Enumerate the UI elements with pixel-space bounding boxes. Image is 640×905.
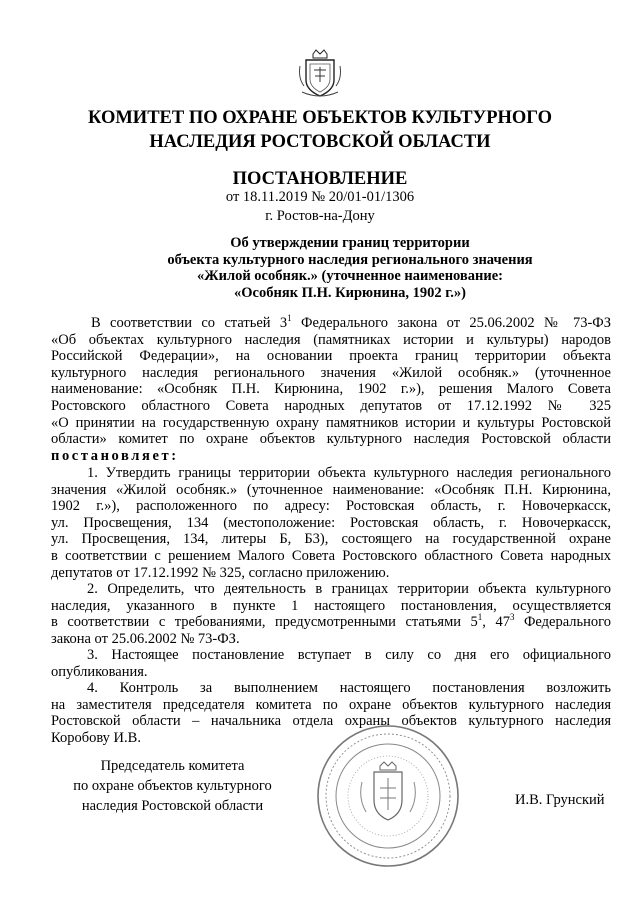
item-4-line-1: 4. Контроль за выполнением настоящего постановления возложить bbox=[87, 680, 611, 696]
preamble-line-5: наименование: «Особняк П.Н. Кирюнина, 1902 г.»), решения Малого Совета bbox=[51, 381, 611, 398]
preamble bbox=[51, 315, 611, 464]
item-2-line-4: закона от 25.06.2002 № 73-ФЗ. bbox=[51, 630, 240, 647]
item-1-line-7: депутатов от 17.12.1992 № 325, согласно приложению. bbox=[51, 564, 390, 581]
position-line-3: наследия Ростовской области bbox=[81, 798, 264, 814]
item-1 bbox=[51, 465, 611, 581]
subject-line-1: Об утверждении границ территории bbox=[230, 235, 470, 251]
signatory-position bbox=[50, 756, 295, 816]
item-4-line-4: Коробову И.В. bbox=[51, 729, 141, 746]
city: г. Ростов-на-Дону bbox=[265, 208, 375, 224]
preamble-line-4: культурного наследия регионального значения «Жилой особняк.» (уточненное bbox=[51, 364, 611, 381]
item-3-line-1: 3. Настоящее постановление вступает в силу со дня его официального bbox=[87, 647, 611, 663]
signatory-name: И.В. Грунский bbox=[515, 792, 605, 808]
preamble-line-1: В соответствии со статьей $3^1$ Федерального закона от 25.06.2002 № 73-ФЗ bbox=[91, 313, 611, 331]
item-1-line-4: ул. Просвещения, 134 (местоположение: Ростовская область, г. Новочеркасск, bbox=[51, 514, 611, 531]
subject-line-4: «Особняк П.Н. Кирюнина, 1902 г.») bbox=[234, 284, 466, 301]
document-date-number bbox=[0, 188, 640, 226]
preamble-line-6: Ростовского областного Совета народных депутатов от 17.12.1992 № 325 bbox=[51, 397, 611, 414]
preamble-line-7: «О принятии на государственную охрану памятников истории и культуры Ростовской bbox=[51, 414, 611, 431]
preamble-line-3: Российской Федерации», на основании проекта границ территории объекта bbox=[51, 348, 611, 365]
subject-line-3: «Жилой особняк.» (уточненное наименование: bbox=[197, 268, 503, 285]
preamble-line-8: области» комитет по охране объектов культурного наследия Ростовской области bbox=[51, 431, 611, 448]
item-1-line-3: 1902 г.»), расположенного по адресу: Ростовская область, г. Новочеркасск, bbox=[51, 498, 611, 515]
item-2-line-2: наследия, указанного в пункте 1 настоящего постановления, осуществляется bbox=[51, 597, 611, 614]
official-seal-icon bbox=[314, 722, 462, 870]
item-1-line-5: ул. Просвещения, 134, литеры Б, Б3), состоящего на государственной охране bbox=[51, 531, 611, 548]
org-line-2: НАСЛЕДИЯ РОСТОВСКОЙ ОБЛАСТИ bbox=[149, 132, 491, 152]
date-number: от 18.11.2019 № 20/01-01/1306 bbox=[225, 189, 415, 205]
item-2-line-1: 2. Определить, что деятельность в границах территории объекта культурного bbox=[87, 581, 611, 597]
decree-word: постановляет: bbox=[51, 447, 179, 464]
item-1-line-1: 1. Утвердить границы территории объекта культурного наследия регионального bbox=[87, 465, 611, 481]
coat-of-arms-icon bbox=[296, 46, 344, 100]
position-line-1: Председатель комитета bbox=[100, 758, 245, 774]
document-type: ПОСТАНОВЛЕНИЕ bbox=[232, 169, 408, 189]
item-3 bbox=[51, 647, 611, 680]
item-2 bbox=[51, 581, 611, 647]
org-line-1: КОМИТЕТ ПО ОХРАНЕ ОБЪЕКТОВ КУЛЬТУРНОГО bbox=[88, 108, 552, 128]
item-4-line-3: Ростовской области – начальника отдела охраны объектов культурного наследия bbox=[51, 713, 611, 730]
item-1-line-2: значения «Жилой особняк.» (уточненное наименование: «Особняк П.Н. Кирюнина, bbox=[51, 481, 611, 498]
preamble-line-2: «Об объектах культурного наследия (памятниках истории и культуры) народов bbox=[51, 331, 611, 348]
subject-line-2: объекта культурного наследия регионального значения bbox=[167, 251, 533, 268]
item-3-line-2: опубликования. bbox=[51, 663, 148, 680]
item-4-line-2: на заместителя председателя комитета по охране объектов культурного наследия bbox=[51, 696, 611, 713]
organization-name bbox=[0, 106, 640, 154]
position-line-2: по охране объектов культурного bbox=[73, 778, 272, 794]
document-subject bbox=[120, 235, 580, 301]
item-2-line-3: в соответствии с требованиями, предусмотренными статьями $5^1$, $47^3$ Федерального bbox=[51, 612, 611, 631]
item-1-line-6: в соответствии с решением Малого Совета Ростовского областного Совета народных bbox=[51, 547, 611, 564]
